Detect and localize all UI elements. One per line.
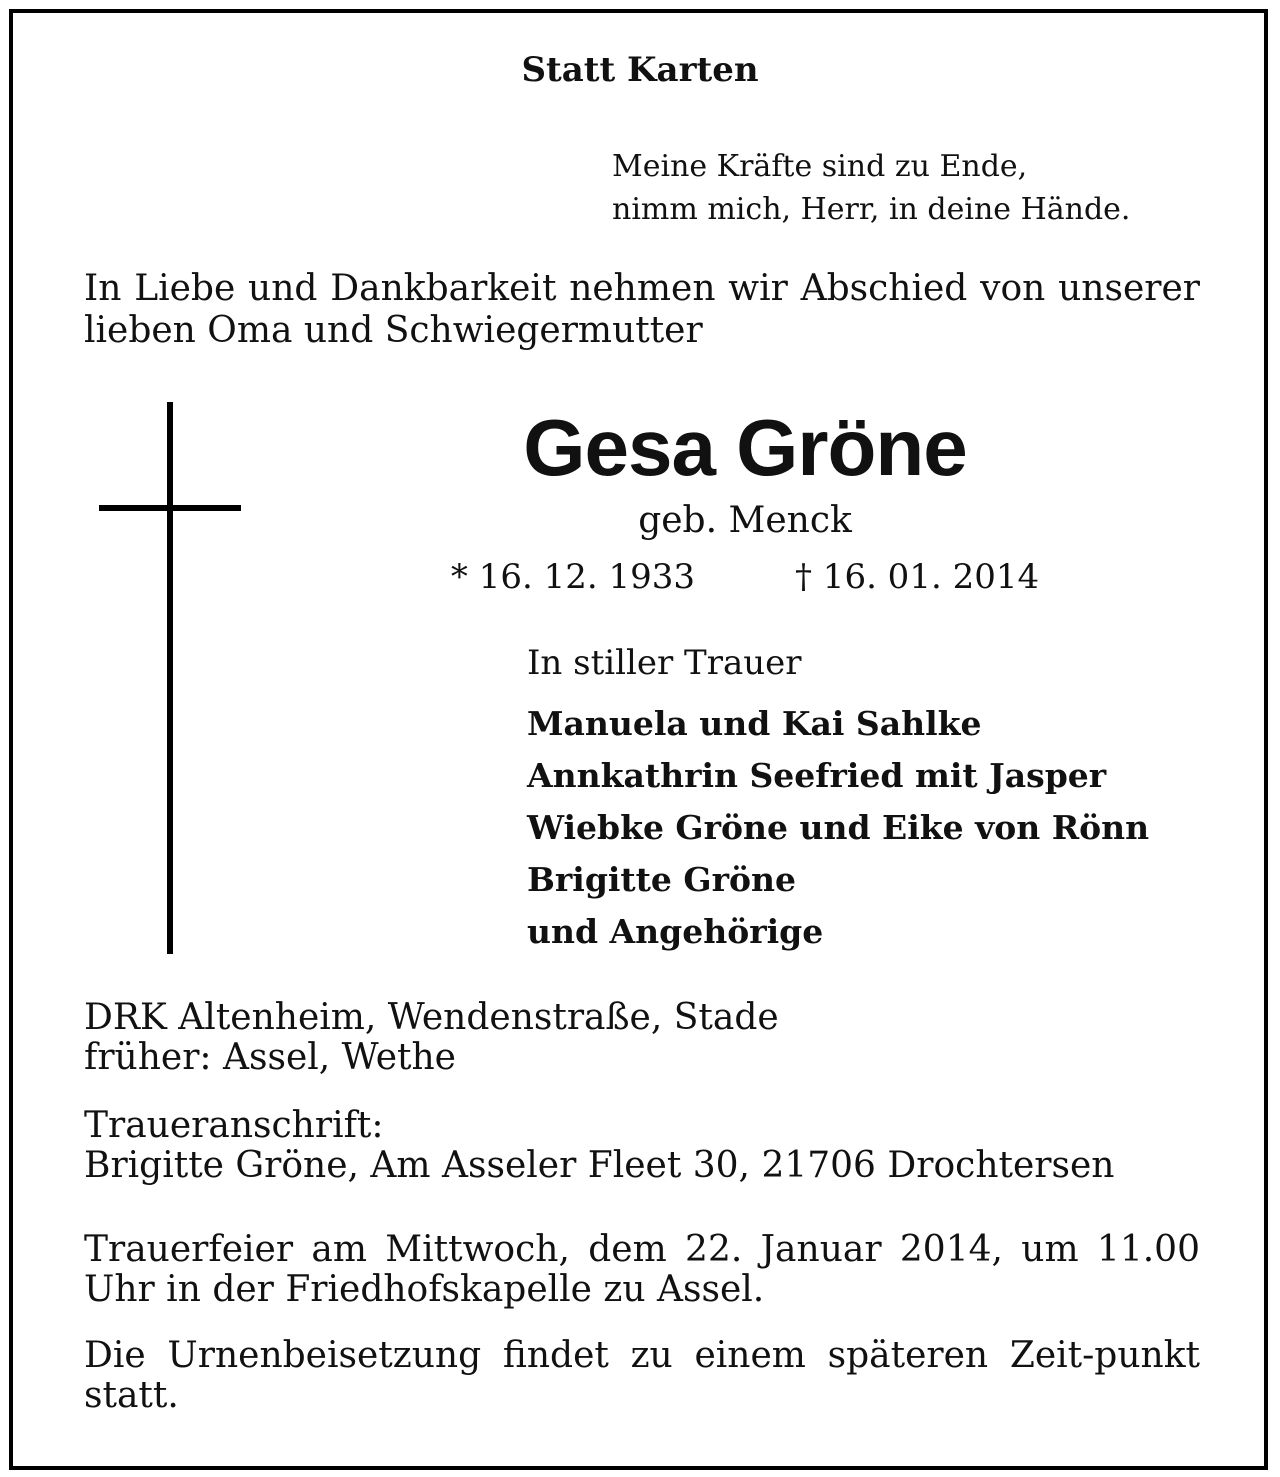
birth-date: * 16. 12. 1933 (450, 557, 695, 597)
verse (612, 145, 1130, 231)
mourner-item: und Angehörige (527, 912, 824, 951)
deceased-name: Gesa Gröne (523, 403, 967, 492)
mourning-address (84, 1106, 1200, 1186)
intro-text: In Liebe und Dankbarkeit nehmen wir Abschied von unserer lieben Oma und Schwiegermutter (84, 268, 1200, 351)
mourning-lead: In stiller Trauer (527, 643, 802, 683)
life-dates (360, 557, 1130, 597)
ceremony-info: Trauerfeier am Mittwoch, dem 22. Januar 2014, um 11.00 Uhr in der Friedhofskapelle zu Assel. (84, 1229, 1200, 1310)
mourner-item: Annkathrin Seefried mit Jasper (527, 756, 1107, 795)
address-label: Traueranschrift: (84, 1105, 384, 1146)
residence-line: DRK Altenheim, Wendenstraße, Stade (84, 997, 779, 1038)
urn-burial-info: Die Urnenbeisetzung findet zu einem späteren Zeit-punkt statt. (84, 1335, 1200, 1416)
mourner-item: Wiebke Gröne und Eike von Rönn (527, 808, 1150, 847)
mourner-item: Manuela und Kai Sahlke (527, 704, 982, 743)
death-date: † 16. 01. 2014 (795, 557, 1040, 597)
mourner-item: Brigitte Gröne (527, 860, 796, 899)
mourner-list (527, 698, 1149, 958)
address-text: Brigitte Gröne, Am Asseler Fleet 30, 21706 Drochtersen (84, 1145, 1115, 1186)
notice-heading: Statt Karten (521, 50, 759, 90)
cross-icon-bar (99, 505, 241, 511)
verse-line: Meine Kräfte sind zu Ende, (612, 149, 1028, 184)
cross-icon (167, 402, 173, 954)
verse-line: nimm mich, Herr, in deine Hände. (612, 192, 1131, 227)
residence-line: früher: Assel, Wethe (84, 1037, 456, 1078)
maiden-name: geb. Menck (638, 500, 852, 541)
residence-info (84, 998, 1200, 1078)
